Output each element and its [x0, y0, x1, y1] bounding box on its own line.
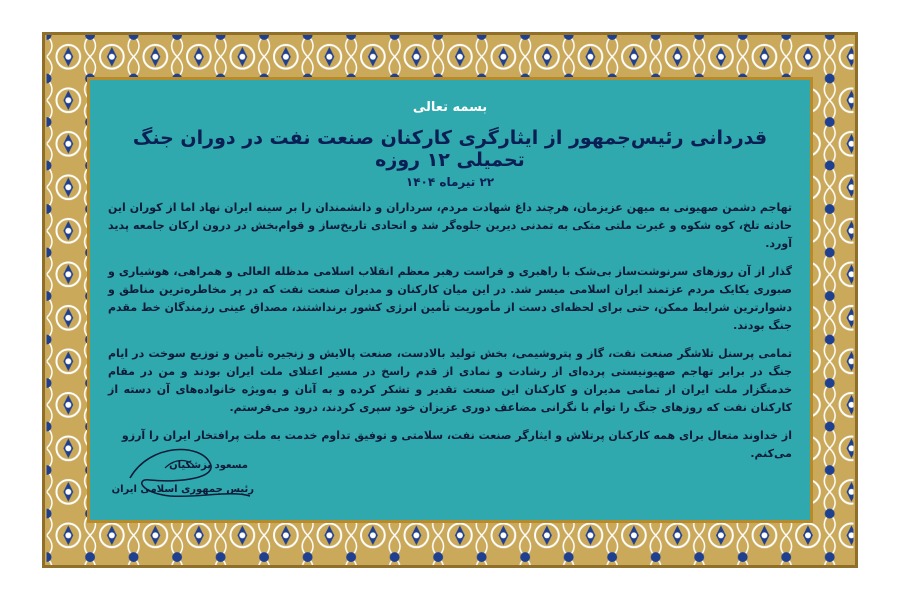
- invocation-heading: بسمه تعالی: [412, 100, 488, 115]
- signature-block: [110, 438, 260, 508]
- paragraph-3: تمامی پرسنل تلاشگر صنعت نفت، گاز و پتروشیمی، بخش تولید بالادست، صنعت پالایش و زنجیره تأمین و توزیع سوخت در ایام جنگ در برابر تهاجم صهیونیستی پرده‌ای از رشادت و نمادی از قدم راسخ در مسیر اعتلای ملت ایران بودند و من در مقام خدمتگزار ملت ایران از تمامی مدیران و کارکنان این صنعت تقدیر و تشکر کرده و به آنان و به‌ویژه خانواده‌های آن دسته از کارکنان نفت که روزهای جنگ را توأم با نگرانی مضاعف دوری عزیزان خود سپری کردند، درود می‌فرستم.: [108, 347, 792, 414]
- signer-role: رئیس جمهوری اسلامی ایران: [111, 484, 254, 495]
- page-title: قدردانی رئیس‌جمهور از ایثارگری کارکنان صنعت نفت در دوران جنگ تحمیلی ۱۲ روزه: [132, 127, 768, 171]
- handwritten-signature: [110, 438, 260, 508]
- message-panel: [87, 77, 813, 523]
- paragraph-1: تهاجم دشمن صهیونی به میهن عزیزمان، هرچند داغ شهادت مردم، سرداران و دانشمندان را بر سینه ایران نهاد اما از کوران این حادثه تلخ، کوه شکوه و غیرت ملتی متکی به تمدنی دیرین جلوه‌گر شد و اتحادی تاریخ‌ساز و قوام‌بخش در درون ارکان جامعه پدید آورد.: [108, 201, 792, 250]
- message-date: ۲۲ تیرماه ۱۴۰۴: [405, 175, 495, 189]
- decorative-frame: [42, 32, 858, 568]
- signer-name: مسعود پزشکیان: [169, 460, 248, 471]
- closing-line: از خداوند متعال برای همه کارکنان پرتلاش و ایثارگر صنعت نفت، سلامتی و توفیق تداوم خدمت به ملت پرافتخار ایران را آرزو می‌کنم.: [121, 429, 792, 460]
- paragraph-2: گذار از آن روزهای سرنوشت‌ساز بی‌شک با راهبری و فراست رهبر معظم انقلاب اسلامی مدظله العالی و همراهی، هوشیاری و صبوری یکایک مردم عزتمند ایران اسلامی میسر شد. در این میان کارکنان و مدیران صنعت نفت که در پر مخاطره‌ترین مناطق و دشوارترین شرایط ممکن، حتی برای لحظه‌ای دست از مأموریت تأمین انرژی کشور برنداشتند، مصداق عینی رزمندگان خط مقدم جنگ بودند.: [108, 265, 792, 332]
